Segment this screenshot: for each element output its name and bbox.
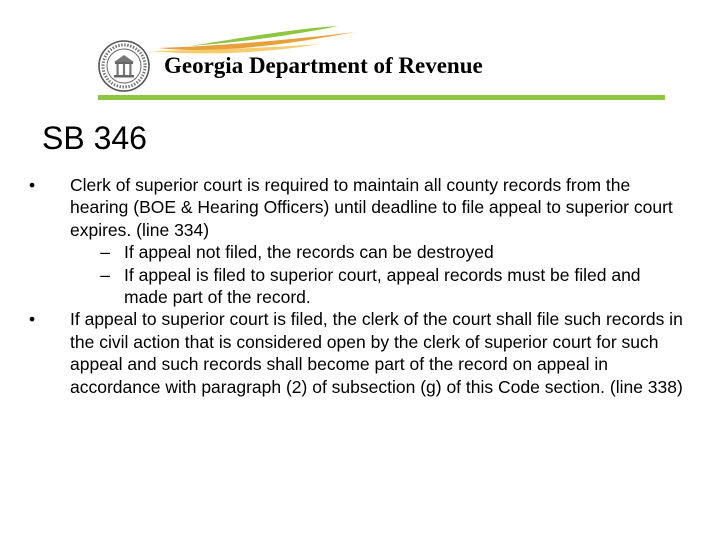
georgia-seal-logo: [98, 40, 150, 92]
sub-bullet-text: If appeal is filed to superior court, appeal records must be filed and made part of the record.: [124, 264, 641, 308]
bullet-item: [29, 308, 689, 398]
bullet-marker: •: [29, 309, 36, 330]
organization-name: Georgia Department of Revenue: [164, 53, 483, 78]
bullet-marker: •: [29, 175, 36, 195]
sub-bullet-item: [70, 264, 689, 309]
sub-bullet-marker: –: [100, 242, 110, 263]
sub-bullet-text: If appeal not filed, the records can be destroyed: [124, 242, 494, 263]
bullet-item: [29, 174, 689, 308]
slide-title: SB 346: [42, 120, 147, 156]
header-divider: [98, 95, 665, 100]
bullet-list: [29, 174, 689, 398]
bullet-text: If appeal to superior court is filed, the clerk of the court shall file such records in the civil action that is considered open by the clerk of superior court for such appeal and such records shall become part of the record on appeal in accordance with paragraph (2) of subsection (g) of this Code section. (line 338): [70, 309, 683, 397]
sub-bullet-list: [70, 241, 689, 308]
sub-bullet-marker: –: [100, 264, 110, 285]
bullet-text: Clerk of superior court is required to maintain all county records from the hearing (BOE & Hearing Officers) until deadline to file appeal to superior court expires. (line 334): [70, 175, 673, 240]
sub-bullet-item: [70, 241, 689, 263]
